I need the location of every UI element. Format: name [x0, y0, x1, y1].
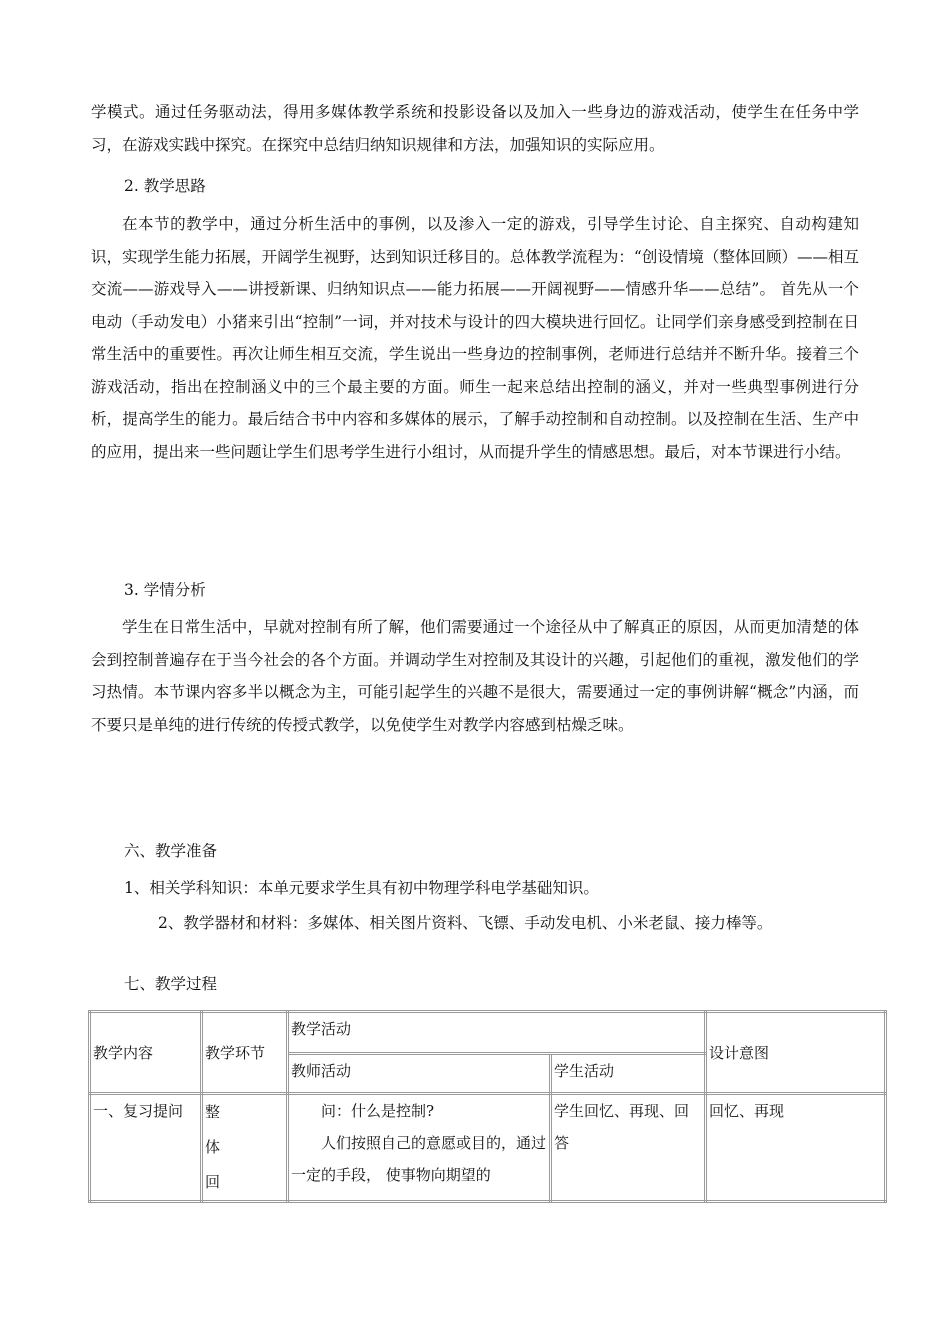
section-heading-process: 七、教学过程 — [124, 975, 218, 993]
row-content: 一、复习提问 — [90, 1094, 202, 1202]
section-heading-preparation: 六、教学准备 — [124, 842, 218, 860]
intro-paragraph: 学模式。通过任务驱动法，得用多媒体教学系统和投影设备以及加入一些身边的游戏活动，使学生在任务中学习，在游戏实践中探究。在探究中总结归纳知识规律和方法，加强知识的实际应用。 — [91, 103, 859, 154]
teacher-question: 问：什么是控制? — [321, 1102, 435, 1120]
teaching-process-table — [88, 1010, 887, 1203]
stage-char: 体 — [205, 1138, 221, 1156]
header-teacher-activity: 教师活动 — [288, 1054, 551, 1094]
stage-char: 回 — [205, 1173, 221, 1191]
header-student-activity: 学生活动 — [551, 1054, 706, 1094]
teaching-approach-paragraph: 在本节的教学中，通过分析生活中的事例，以及渗入一定的游戏，引导学生讨论、自主探究、自动构建知识，实现学生能力拓展，开阔学生视野，达到知识迁移目的。总体教学流程为：“创设情境（整体回顾）——相互交流——游戏导入——讲授新课、归纳知识点——能力拓展——开阔视野——情感升华——总结”。 首先从一个电动（手动发电）小猪来引出“控制”一词，并对技术与设计的四大模块进行回忆。让同学们亲身感受到控制在日常生活中的重要性。再次让师生相互交流，学生说出一些身边的控制事例，老师进行总结并不断升华。接着三个游戏活动，指出在控制涵义中的三个最主要的方面。师生一起来总结出控制的涵义，并对一些典型事例进行分析，提高学生的能力。最后结合书中内容和多媒体的展示，了解手动控制和自动控制。以及控制在生活、生产中的应用，提出来一些问题让学生们思考学生进行小组讨，从而提升学生的情感思想。最后，对本节课进行小结。 — [91, 215, 859, 461]
stage-char: 整 — [205, 1103, 221, 1121]
row-student-activity: 学生回忆、再现、回答 — [551, 1094, 706, 1202]
section-heading-learner-analysis: 3. 学情分析 — [124, 581, 206, 599]
preparation-item-1: 1、相关学科知识：本单元要求学生具有初中物理学科电学基础知识。 — [124, 879, 599, 897]
header-intent: 设计意图 — [706, 1012, 886, 1094]
header-content: 教学内容 — [90, 1012, 202, 1094]
row-stage — [202, 1094, 288, 1202]
header-activity: 教学活动 — [288, 1012, 706, 1054]
row-intent: 回忆、再现 — [706, 1094, 886, 1202]
section-heading-teaching-approach: 2. 教学思路 — [124, 177, 206, 195]
preparation-item-2: 2、教学器材和材料：多媒体、相关图片资料、飞镖、手动发电机、小米老鼠、接力棒等。 — [158, 914, 773, 932]
learner-analysis-paragraph: 学生在日常生活中，早就对控制有所了解，他们需要通过一个途径从中了解真正的原因，从而更加清楚的体会到控制普遍存在于当今社会的各个方面。并调动学生对控制及其设计的兴趣，引起他们的重视，激发他们的学习热情。本节课内容多半以概念为主，可能引起学生的兴趣不是很大，需要通过一定的事例讲解“概念”内涵，而不要只是单纯的进行传统的传授式教学，以免使学生对教学内容感到枯燥乏味。 — [91, 618, 859, 734]
row-teacher-activity — [288, 1094, 551, 1202]
header-stage: 教学环节 — [202, 1012, 288, 1094]
teacher-answer: 人们按照自己的意愿或目的，通过一定的手段， 使事物向期望的 — [291, 1134, 547, 1184]
